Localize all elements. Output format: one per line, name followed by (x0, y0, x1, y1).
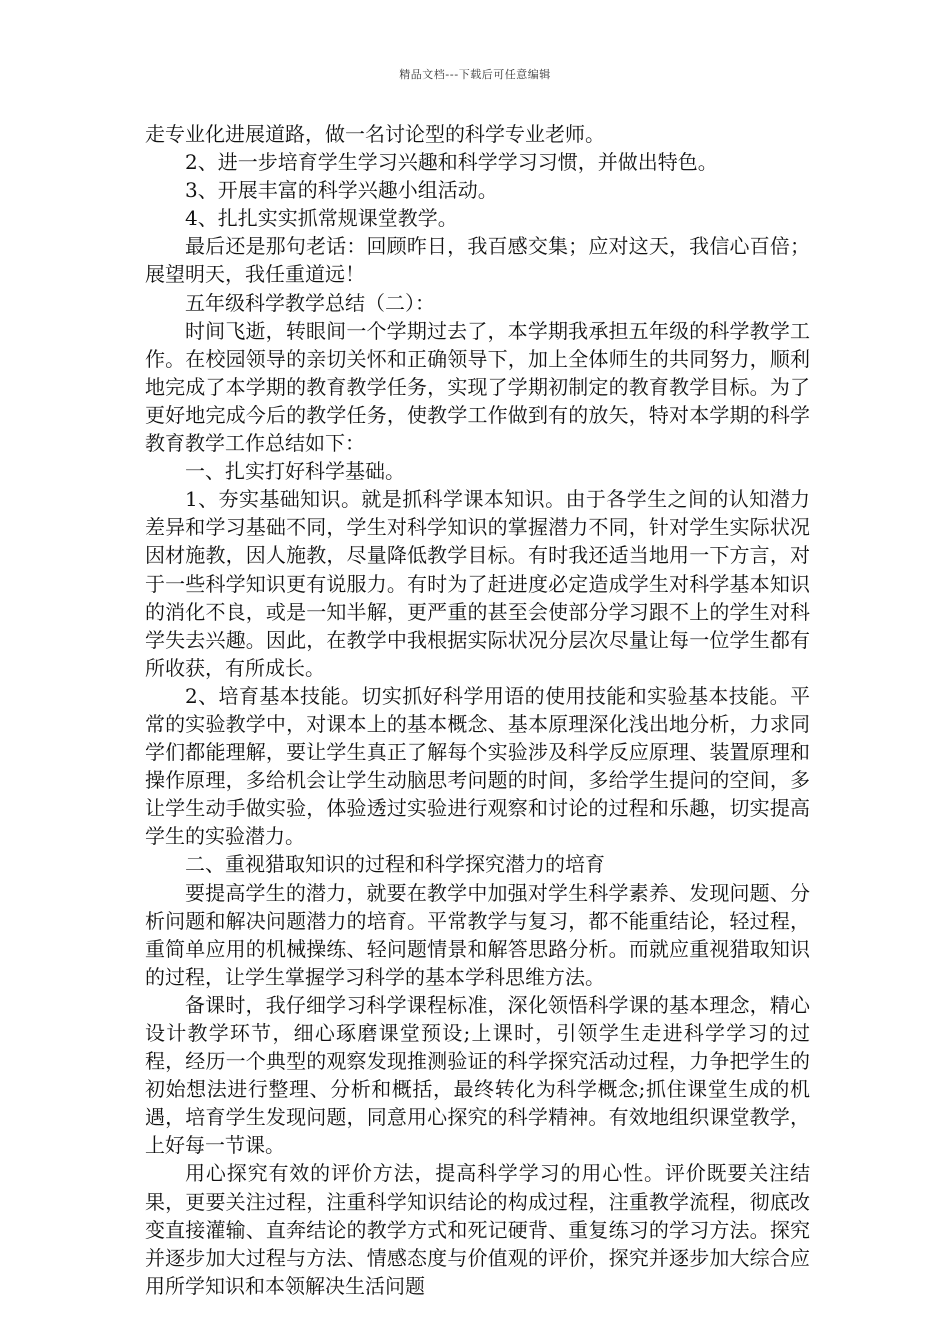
paragraph: 备课时，我仔细学习科学课程标准，深化领悟科学课的基本理念，精心设计教学环节，细心琢磨课堂预设;上课时，引领学生走进科学学习的过程，经历一个典型的观察发现推测验证的科学探究活动过程，力争把学生的初始想法进行整理、分析和概括，最终转化为科学概念;抓住课堂生成的机遇，培育学生发现问题，同意用心探究的科学精神。有效地组织课堂教学，上好每一节课。 (145, 992, 810, 1158)
section-title: 五年级科学教学总结（二）： (185, 290, 435, 315)
paragraph: 最后还是那句老话：回顾昨日，我百感交集；应对这天，我信心百倍；展望明天，我任重道远！ (145, 234, 810, 287)
paragraph: 要提高学生的潜力，就要在教学中加强对学生科学素养、发现问题、分析问题和解决问题潜力的培育。平常教学与复习，都不能重结论，轻过程，重简单应用的机械操练、轻问题情景和解答思路分析。而就应重视猎取知识的过程，让学生掌握学习科学的基本学科思维方法。 (145, 880, 810, 989)
paragraph: 走专业化进展道路，做一名讨论型的科学专业老师。 (145, 122, 605, 146)
page-header: 精品文档---下载后可任意编辑 (399, 68, 551, 81)
document-body (145, 120, 810, 1300)
heading: 二、重视猎取知识的过程和科学探究潜力的培育 (185, 852, 605, 877)
paragraph: 4、扎扎实实抓常规课堂教学。 (185, 206, 458, 231)
paragraph: 3、开展丰富的科学兴趣小组活动。 (185, 178, 498, 203)
paragraph: 2、培育基本技能。切实抓好科学用语的使用技能和实验基本技能。平常的实验教学中，对课本上的基本概念、基本原理深化浅出地分析，力求同学们都能理解，要让学生真正了解每个实验涉及科学反应原理、装置原理和操作原理，多给机会让学生动脑思考问题的时间，多给学生提问的空间，多让学生动手做实验，体验透过实验进行观察和讨论的过程和乐趣，切实提高学生的实验潜力。 (145, 683, 810, 849)
paragraph: 用心探究有效的评价方法，提高科学学习的用心性。评价既要关注结果，更要关注过程，注重科学知识结论的构成过程，注重教学流程，彻底改变直接灌输、直奔结论的教学方式和死记硬背、重复练习的学习方法。探究并逐步加大过程与方法、情感态度与价值观的评价，探究并逐步加大综合应用所学知识和本领解决生活问题 (145, 1161, 810, 1298)
paragraph: 2、进一步培育学生学习兴趣和科学学习习惯，并做出特色。 (185, 150, 718, 175)
paragraph: 1、夯实基础知识。就是抓科学课本知识。由于各学生之间的认知潜力差异和学习基础不同，学生对科学知识的掌握潜力不同，针对学生实际状况因材施教，因人施教，尽量降低教学目标。有时我还适当地用一下方言，对于一些科学知识更有说服力。有时为了赶进度必定造成学生对科学基本知识的消化不良，或是一知半解，更严重的甚至会使部分学习跟不上的学生对科学失去兴趣。因此，在教学中我根据实际状况分层次尽量让每一位学生都有所收获，有所成长。 (145, 487, 810, 680)
heading: 一、扎实打好科学基础。 (185, 459, 405, 484)
paragraph: 时间飞逝，转眼间一个学期过去了，本学期我承担五年级的科学教学工作。在校园领导的亲切关怀和正确领导下，加上全体师生的共同努力，顺利地完成了本学期的教育教学任务，实现了学期初制定的教育教学目标。为了更好地完成今后的教学任务，使教学工作做到有的放矢，特对本学期的科学教育教学工作总结如下： (145, 318, 810, 456)
